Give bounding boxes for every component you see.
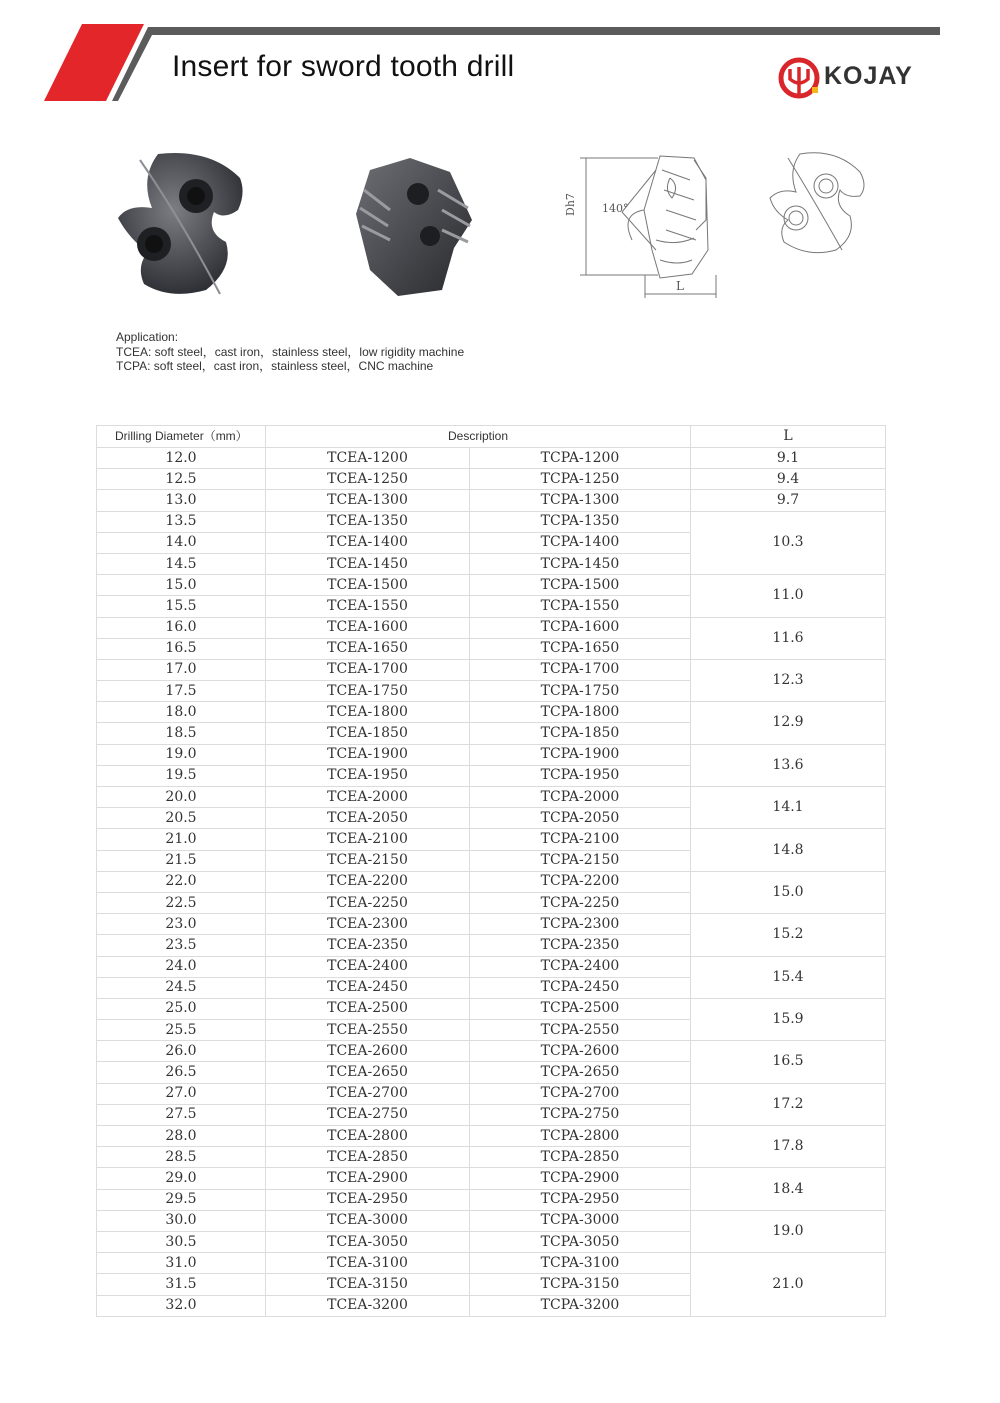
technical-drawing-side (560, 150, 730, 300)
application-line-tcea: TCEA: soft steel，cast iron，stainless steel，low rigidity machine (116, 344, 465, 359)
cell-diameter: 14.0 (97, 532, 266, 553)
cell-tcea-code: TCEA-2400 (266, 956, 470, 977)
cell-tcpa-code: TCPA-2850 (470, 1147, 691, 1168)
cell-length: 19.0 (691, 1210, 886, 1252)
cell-diameter: 28.0 (97, 1126, 266, 1147)
insert-side-view-photo (350, 150, 480, 300)
cell-tcpa-code: TCPA-1450 (470, 553, 691, 574)
cell-tcpa-code: TCPA-2500 (470, 998, 691, 1019)
cell-tcea-code: TCEA-3200 (266, 1295, 470, 1316)
cell-length: 9.1 (691, 448, 886, 469)
table-row (97, 914, 886, 935)
cell-tcea-code: TCEA-2850 (266, 1147, 470, 1168)
table-row (97, 575, 886, 596)
cell-tcpa-code: TCPA-3200 (470, 1295, 691, 1316)
cell-tcpa-code: TCPA-1950 (470, 765, 691, 786)
diameter-label: Dh7 (564, 193, 577, 216)
cell-tcea-code: TCEA-1850 (266, 723, 470, 744)
cell-tcpa-code: TCPA-2800 (470, 1126, 691, 1147)
cell-tcpa-code: TCPA-2700 (470, 1083, 691, 1104)
cell-tcpa-code: TCPA-2950 (470, 1189, 691, 1210)
cell-tcpa-code: TCPA-1350 (470, 511, 691, 532)
cell-tcpa-code: TCPA-1750 (470, 681, 691, 702)
cell-diameter: 24.5 (97, 977, 266, 998)
cell-diameter: 26.0 (97, 1041, 266, 1062)
insert-top-view-photo (110, 148, 260, 298)
table-row (97, 998, 886, 1019)
cell-diameter: 18.5 (97, 723, 266, 744)
cell-diameter: 19.5 (97, 765, 266, 786)
cell-diameter: 27.0 (97, 1083, 266, 1104)
table-row (97, 511, 886, 532)
cell-tcpa-code: TCPA-2400 (470, 956, 691, 977)
cell-tcea-code: TCEA-1300 (266, 490, 470, 511)
table-row (97, 702, 886, 723)
screw-hole-icon (420, 226, 440, 246)
table-row (97, 1210, 886, 1231)
cell-tcea-code: TCEA-2600 (266, 1041, 470, 1062)
cell-length: 17.2 (691, 1083, 886, 1125)
cell-length: 9.4 (691, 469, 886, 490)
cell-tcea-code: TCEA-2150 (266, 850, 470, 871)
cell-diameter: 19.0 (97, 744, 266, 765)
cell-length: 9.7 (691, 490, 886, 511)
cell-diameter: 14.5 (97, 553, 266, 574)
cell-tcea-code: TCEA-2750 (266, 1104, 470, 1125)
cell-tcpa-code: TCPA-3000 (470, 1210, 691, 1231)
cell-tcpa-code: TCPA-2250 (470, 892, 691, 913)
cell-tcpa-code: TCPA-2750 (470, 1104, 691, 1125)
cell-diameter: 22.5 (97, 892, 266, 913)
cell-tcea-code: TCEA-1250 (266, 469, 470, 490)
cell-diameter: 13.0 (97, 490, 266, 511)
cell-length: 16.5 (691, 1041, 886, 1083)
cell-tcpa-code: TCPA-2050 (470, 808, 691, 829)
cell-length: 11.0 (691, 575, 886, 617)
screw-hole-icon (407, 183, 429, 205)
cell-tcpa-code: TCPA-1900 (470, 744, 691, 765)
cell-diameter: 25.0 (97, 998, 266, 1019)
cell-diameter: 32.0 (97, 1295, 266, 1316)
logo-trident-icon (790, 67, 808, 95)
cell-tcea-code: TCEA-1900 (266, 744, 470, 765)
table-row (97, 1253, 886, 1274)
cell-tcea-code: TCEA-2500 (266, 998, 470, 1019)
table-row (97, 744, 886, 765)
cell-tcea-code: TCEA-2250 (266, 892, 470, 913)
cell-diameter: 21.0 (97, 829, 266, 850)
cell-tcea-code: TCEA-2300 (266, 914, 470, 935)
cell-diameter: 22.0 (97, 871, 266, 892)
cell-diameter: 28.5 (97, 1147, 266, 1168)
application-line-tcpa: TCPA: soft steel，cast iron，stainless steel，CNC machine (116, 359, 434, 373)
cell-length: 18.4 (691, 1168, 886, 1210)
table-row (97, 1126, 886, 1147)
table-row (97, 787, 886, 808)
cell-length: 15.4 (691, 956, 886, 998)
table-row (97, 956, 886, 977)
cell-tcea-code: TCEA-1600 (266, 617, 470, 638)
table-body (97, 448, 886, 1317)
cell-tcea-code: TCEA-2350 (266, 935, 470, 956)
cell-tcpa-code: TCPA-1800 (470, 702, 691, 723)
cell-tcpa-code: TCPA-3100 (470, 1253, 691, 1274)
cell-diameter: 20.5 (97, 808, 266, 829)
cell-tcpa-code: TCPA-1300 (470, 490, 691, 511)
table-row (97, 448, 886, 469)
cell-tcpa-code: TCPA-3150 (470, 1274, 691, 1295)
cell-diameter: 16.5 (97, 638, 266, 659)
cell-diameter: 17.5 (97, 681, 266, 702)
cell-tcea-code: TCEA-2800 (266, 1126, 470, 1147)
cell-tcea-code: TCEA-1950 (266, 765, 470, 786)
cell-tcpa-code: TCPA-1550 (470, 596, 691, 617)
cell-length: 15.9 (691, 998, 886, 1040)
red-accent-stripe (44, 24, 144, 101)
cell-tcea-code: TCEA-2100 (266, 829, 470, 850)
angle-label: 140° (602, 202, 629, 215)
cell-diameter: 12.0 (97, 448, 266, 469)
cell-length: 15.2 (691, 914, 886, 956)
brand-name: KOJAY (824, 62, 913, 90)
cell-tcea-code: TCEA-1750 (266, 681, 470, 702)
cell-diameter: 30.0 (97, 1210, 266, 1231)
cell-tcea-code: TCEA-2050 (266, 808, 470, 829)
cell-diameter: 31.0 (97, 1253, 266, 1274)
table-row (97, 1041, 886, 1062)
cell-diameter: 17.0 (97, 659, 266, 680)
cell-tcea-code: TCEA-1200 (266, 448, 470, 469)
length-label: L (676, 279, 684, 293)
cell-diameter: 12.5 (97, 469, 266, 490)
cell-length: 17.8 (691, 1126, 886, 1168)
cell-tcpa-code: TCPA-2300 (470, 914, 691, 935)
table-row (97, 1083, 886, 1104)
cell-tcpa-code: TCPA-1400 (470, 532, 691, 553)
cell-tcpa-code: TCPA-2600 (470, 1041, 691, 1062)
cell-tcea-code: TCEA-2000 (266, 787, 470, 808)
cell-length: 11.6 (691, 617, 886, 659)
cell-length: 15.0 (691, 871, 886, 913)
table-row (97, 871, 886, 892)
cell-tcpa-code: TCPA-1250 (470, 469, 691, 490)
cell-diameter: 23.0 (97, 914, 266, 935)
screw-hole-center (187, 187, 205, 205)
table-row (97, 469, 886, 490)
cell-diameter: 31.5 (97, 1274, 266, 1295)
cell-tcea-code: TCEA-1550 (266, 596, 470, 617)
cell-tcea-code: TCEA-2550 (266, 1020, 470, 1041)
logo-yellow-square (812, 87, 818, 93)
cell-tcea-code: TCEA-2700 (266, 1083, 470, 1104)
cell-tcea-code: TCEA-3050 (266, 1231, 470, 1252)
cell-diameter: 20.0 (97, 787, 266, 808)
cell-tcpa-code: TCPA-2100 (470, 829, 691, 850)
cell-tcpa-code: TCPA-2650 (470, 1062, 691, 1083)
cell-diameter: 15.0 (97, 575, 266, 596)
page-title: Insert for sword tooth drill (172, 50, 515, 83)
cell-diameter: 23.5 (97, 935, 266, 956)
cell-tcea-code: TCEA-2900 (266, 1168, 470, 1189)
cell-diameter: 13.5 (97, 511, 266, 532)
cell-tcea-code: TCEA-1400 (266, 532, 470, 553)
table-header-row (97, 426, 886, 448)
cell-length: 12.3 (691, 659, 886, 701)
cell-diameter: 18.0 (97, 702, 266, 723)
cell-tcea-code: TCEA-2950 (266, 1189, 470, 1210)
cell-tcea-code: TCEA-3000 (266, 1210, 470, 1231)
cell-tcea-code: TCEA-1700 (266, 659, 470, 680)
cell-diameter: 29.0 (97, 1168, 266, 1189)
cell-tcpa-code: TCPA-1850 (470, 723, 691, 744)
cell-tcpa-code: TCPA-3050 (470, 1231, 691, 1252)
cell-tcpa-code: TCPA-1600 (470, 617, 691, 638)
table-row (97, 1168, 886, 1189)
cell-tcea-code: TCEA-1500 (266, 575, 470, 596)
cell-tcea-code: TCEA-3100 (266, 1253, 470, 1274)
cell-diameter: 29.5 (97, 1189, 266, 1210)
cell-tcpa-code: TCPA-1500 (470, 575, 691, 596)
technical-drawing-end (766, 150, 870, 254)
cell-tcea-code: TCEA-3150 (266, 1274, 470, 1295)
cell-diameter: 21.5 (97, 850, 266, 871)
application-notes (116, 330, 464, 374)
cell-tcea-code: TCEA-2450 (266, 977, 470, 998)
cell-tcea-code: TCEA-1450 (266, 553, 470, 574)
cell-tcpa-code: TCPA-1650 (470, 638, 691, 659)
cell-tcpa-code: TCPA-2550 (470, 1020, 691, 1041)
spec-table (96, 425, 886, 1317)
cell-tcea-code: TCEA-1650 (266, 638, 470, 659)
table-row (97, 617, 886, 638)
cell-tcpa-code: TCPA-2000 (470, 787, 691, 808)
cell-length: 10.3 (691, 511, 886, 575)
header-length: L (691, 426, 886, 448)
cell-tcea-code: TCEA-1350 (266, 511, 470, 532)
cell-diameter: 30.5 (97, 1231, 266, 1252)
cell-tcpa-code: TCPA-2900 (470, 1168, 691, 1189)
header-drilling-diameter: Drilling Diameter（mm） (97, 426, 266, 448)
cell-diameter: 24.0 (97, 956, 266, 977)
header-description: Description (266, 426, 691, 448)
cell-diameter: 27.5 (97, 1104, 266, 1125)
cell-diameter: 15.5 (97, 596, 266, 617)
table-row (97, 829, 886, 850)
cell-tcpa-code: TCPA-2450 (470, 977, 691, 998)
table-row (97, 490, 886, 511)
cell-length: 21.0 (691, 1253, 886, 1317)
cell-tcea-code: TCEA-2200 (266, 871, 470, 892)
cell-diameter: 26.5 (97, 1062, 266, 1083)
cell-tcpa-code: TCPA-1700 (470, 659, 691, 680)
cell-length: 13.6 (691, 744, 886, 786)
cell-length: 14.8 (691, 829, 886, 871)
application-heading: Application: (116, 330, 179, 344)
screw-hole-center (145, 235, 163, 253)
cell-diameter: 16.0 (97, 617, 266, 638)
cell-tcpa-code: TCPA-2200 (470, 871, 691, 892)
cell-length: 14.1 (691, 787, 886, 829)
cell-tcpa-code: TCPA-2150 (470, 850, 691, 871)
insert-body (356, 158, 472, 296)
cell-tcpa-code: TCPA-1200 (470, 448, 691, 469)
cell-tcea-code: TCEA-2650 (266, 1062, 470, 1083)
cell-length: 12.9 (691, 702, 886, 744)
table-row (97, 659, 886, 680)
cell-tcpa-code: TCPA-2350 (470, 935, 691, 956)
cell-tcea-code: TCEA-1800 (266, 702, 470, 723)
cell-diameter: 25.5 (97, 1020, 266, 1041)
